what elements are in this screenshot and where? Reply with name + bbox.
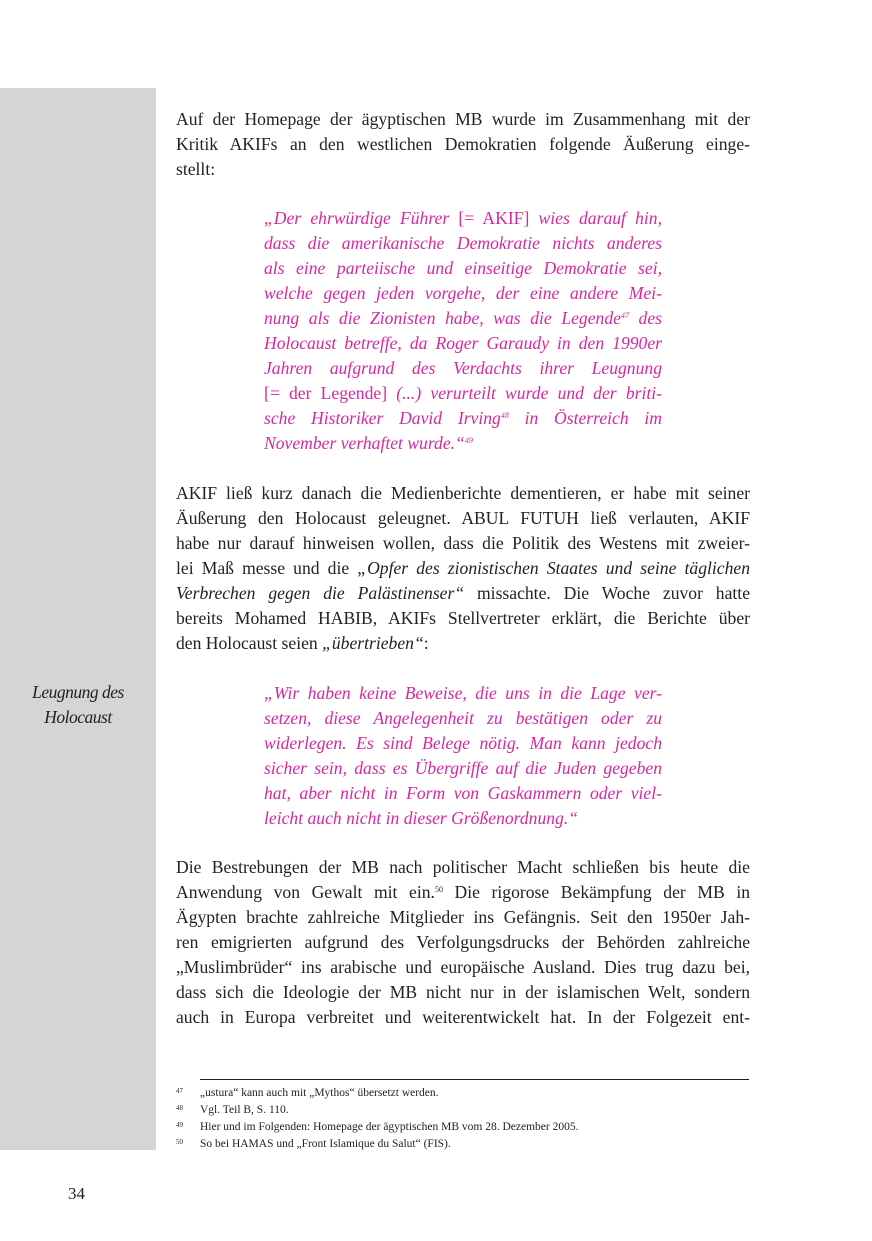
paragraph-denial	[176, 481, 750, 656]
text-span: :	[423, 633, 429, 653]
text-line: habe nur darauf hinweisen wollen, dass die Politik des Westens mit zweier-	[176, 533, 750, 553]
text-span: lei Maß messe und die	[176, 558, 358, 578]
quote-line: hat, aber nicht in Form von Gaskammern oder viel-	[264, 783, 662, 803]
footnote-text: So bei HAMAS und „Front Islamique du Salut“ (FIS).	[200, 1138, 451, 1150]
block-quote-akif	[264, 206, 662, 456]
footnote-number: 50	[176, 1138, 183, 1146]
text-span: Anwendung von Gewalt mit ein.	[176, 882, 435, 902]
quote-insert: [= der Legende]	[264, 383, 388, 403]
quote-line: welche gegen jeden vorgehe, der eine andere Mei-	[264, 283, 662, 303]
footnote-text: Hier und im Folgenden: Homepage der ägyptischen MB vom 28. Dezember 2005.	[200, 1121, 579, 1133]
footnote-number: 49	[176, 1121, 183, 1129]
footnote-ref[interactable]: 48	[500, 411, 509, 420]
quote-text: des	[628, 308, 662, 328]
quote-text: November verhaftet wurde.“	[264, 433, 465, 453]
quote-text: nung als die Zionisten habe, was die Legende	[264, 308, 621, 328]
inline-quote: „übertrieben“	[322, 633, 424, 653]
quote-text: „Der ehrwürdige Führer	[264, 208, 459, 228]
quote-line: „Wir haben keine Beweise, die uns in die Lage ver-	[264, 683, 662, 703]
footnote	[176, 1136, 750, 1153]
text-line: Kritik AKIFs an den westlichen Demokratien folgende Äußerung einge-	[176, 134, 750, 154]
quote-insert: [= AKIF]	[458, 208, 530, 228]
quote-line: sicher sein, dass es Übergriffe auf die Juden gegeben	[264, 758, 662, 778]
text-line: AKIF ließ kurz danach die Medienberichte dementieren, er habe mit seiner	[176, 483, 750, 503]
footnote-ref[interactable]: 49	[464, 436, 473, 445]
quote-text: in Österreich im	[508, 408, 662, 428]
quote-text: (...) verurteilt wurde und der briti-	[387, 383, 662, 403]
quote-line: leicht auch nicht in dieser Größenordnung.“	[264, 808, 579, 828]
footnote-ref[interactable]: 47	[620, 311, 629, 320]
footnote	[176, 1102, 750, 1119]
quote-line: als eine parteiische und einseitige Demokratie sei,	[264, 258, 662, 278]
quote-line: setzen, diese Angelegenheit zu bestätigen oder zu	[264, 708, 662, 728]
text-line: Die Bestrebungen der MB nach politischer Macht schließen bis heute die	[176, 857, 750, 877]
quote-line: dass die amerikanische Demokratie nichts anderes	[264, 233, 662, 253]
text-line: auch in Europa verbreitet und weiterentwickelt hat. In der Folgezeit ent-	[176, 1007, 750, 1027]
margin-band	[0, 88, 156, 1150]
text-line: Äußerung den Holocaust geleugnet. ABUL FUTUH ließ verlauten, AKIF	[176, 508, 750, 528]
text-line: „Muslimbrüder“ ins arabische und europäische Ausland. Dies trug dazu bei,	[176, 957, 750, 977]
margin-note-line: Holocaust	[44, 707, 112, 727]
footnote-text: „ustura“ kann auch mit „Mythos“ übersetzt werden.	[200, 1087, 439, 1099]
text-line: ren emigrierten aufgrund des Verfolgungsdrucks der Behörden zahlreiche	[176, 932, 750, 952]
quote-line: Holocaust betreffe, da Roger Garaudy in den 1990er	[264, 333, 662, 353]
footnote	[176, 1119, 750, 1136]
text-span: missachte. Die Woche zuvor hatte	[464, 583, 750, 603]
text-line: stellt:	[176, 159, 216, 179]
page-number: 34	[68, 1184, 85, 1203]
text-line: Auf der Homepage der ägyptischen MB wurde im Zusammenhang mit der	[176, 109, 750, 129]
footnote-number: 48	[176, 1104, 183, 1112]
text-line: dass sich die Ideologie der MB nicht nur in der islamischen Welt, sondern	[176, 982, 750, 1002]
block-quote-habib	[264, 681, 662, 831]
inline-quote: Verbrechen gegen die Palästinenser“	[176, 583, 465, 603]
quote-text: sche Historiker David Irving	[264, 408, 501, 428]
footnote	[176, 1085, 750, 1102]
footnote-ref[interactable]: 50	[434, 885, 443, 894]
margin-note	[0, 680, 156, 730]
paragraph-intro	[176, 107, 750, 182]
footnote-number: 47	[176, 1087, 183, 1095]
footnotes	[176, 1085, 750, 1153]
inline-quote: „Opfer des zionistischen Staates und seine täglichen	[357, 558, 750, 578]
footnote-divider	[200, 1079, 749, 1080]
quote-line: widerlegen. Es sind Belege nötig. Man kann jedoch	[264, 733, 662, 753]
text-span: Die rigorose Bekämpfung der MB in	[442, 882, 750, 902]
margin-note-line: Leugnung des	[32, 682, 124, 702]
quote-text: wies darauf hin,	[529, 208, 662, 228]
footnote-text: Vgl. Teil B, S. 110.	[200, 1104, 289, 1116]
paragraph-emigration	[176, 855, 750, 1030]
text-span: den Holocaust seien	[176, 633, 323, 653]
quote-line: Jahren aufgrund des Verdachts ihrer Leugnung	[264, 358, 662, 378]
text-line: Ägypten brachte zahlreiche Mitglieder ins Gefängnis. Seit den 1950er Jah-	[176, 907, 750, 927]
text-line: bereits Mohamed HABIB, AKIFs Stellvertreter erklärt, die Berichte über	[176, 608, 750, 628]
